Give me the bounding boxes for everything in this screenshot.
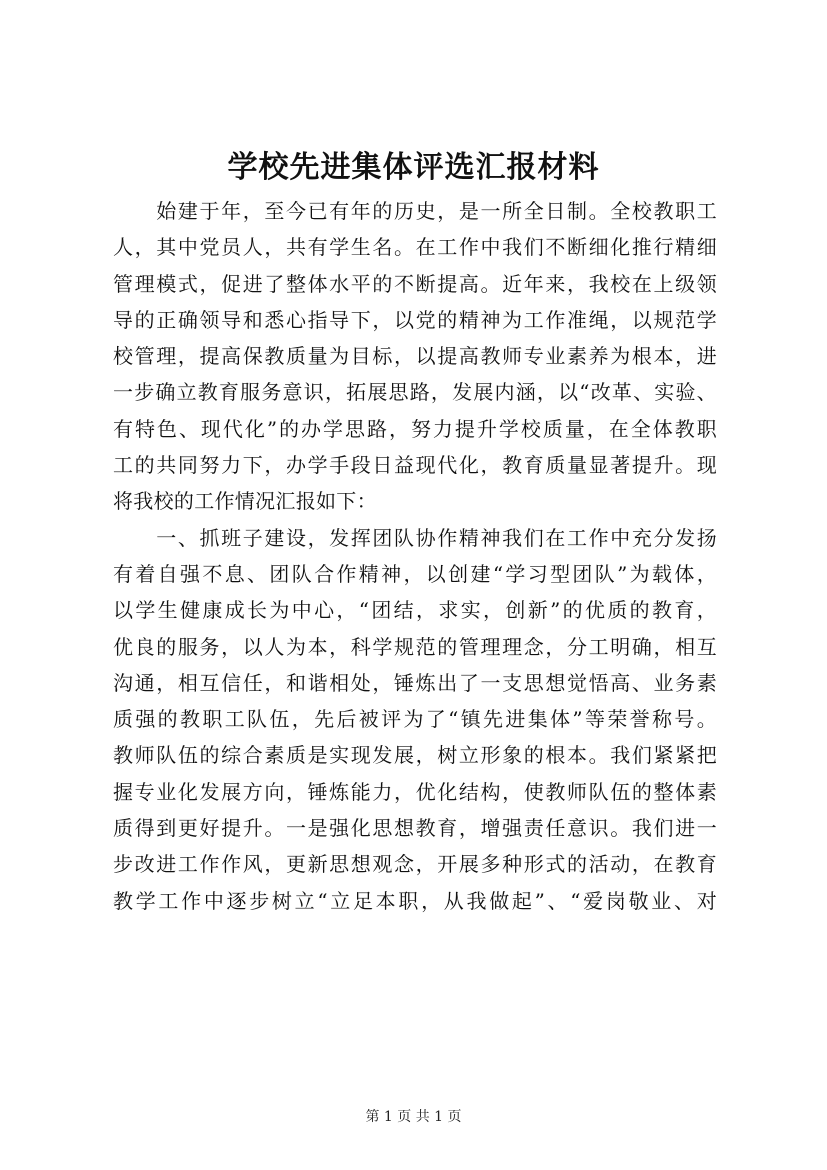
body-line: 校管理，提高保教质量为目标，以提高教师专业素养为根本，进 — [113, 344, 717, 369]
body-line: 握专业化发展方向，锤炼能力，优化结构，使教师队伍的整体素 — [113, 779, 717, 804]
body-line: 一、抓班子建设，发挥团队协作精神我们在工作中充分发扬 — [113, 525, 717, 550]
page-footer: 第 1 页 共 1 页 — [365, 1109, 462, 1125]
body-line: 始建于年，至今已有年的历史，是一所全日制。全校教职工 — [113, 199, 717, 223]
body-line: 将我校的工作情况汇报如下： — [113, 489, 377, 514]
body-line: 优良的服务，以人为本，科学规范的管理理念，分工明确，相互 — [113, 634, 717, 659]
body-line: 一步确立教育服务意识，拓展思路，发展内涵，以“改革、实验、 — [113, 380, 717, 405]
body-line: 工的共同努力下，办学手段日益现代化，教育质量显著提升。现 — [113, 453, 717, 478]
body-line: 以学生健康成长为中心，“团结，求实，创新”的优质的教育， — [113, 598, 717, 623]
body-line: 人，其中党员人，共有学生名。在工作中我们不断细化推行精细 — [113, 235, 717, 260]
body-line: 质强的教职工队伍，先后被评为了“镇先进集体”等荣誉称号。 — [113, 707, 717, 732]
body-line: 质得到更好提升。一是强化思想教育，增强责任意识。我们进一 — [113, 816, 717, 841]
body-line: 有着自强不息、团队合作精神，以创建“学习型团队”为载体， — [113, 561, 717, 586]
body-line: 步改进工作作风，更新思想观念，开展多种形式的活动，在教育 — [113, 852, 717, 877]
document-body — [113, 193, 717, 919]
body-line: 管理模式，促进了整体水平的不断提高。近年来，我校在上级领 — [113, 271, 717, 296]
document-title: 学校先进集体评选汇报材料 — [227, 150, 600, 185]
body-line: 教学工作中逐步树立“立足本职，从我做起”、“爱岗敬业、对 — [113, 888, 717, 913]
body-line: 导的正确领导和悉心指导下，以党的精神为工作准绳，以规范学 — [113, 307, 717, 332]
body-line: 有特色、现代化”的办学思路，努力提升学校质量，在全体教职 — [113, 416, 717, 441]
body-line: 沟通，相互信任，和谐相处，锤炼出了一支思想觉悟高、业务素 — [113, 670, 717, 695]
body-line: 教师队伍的综合素质是实现发展，树立形象的根本。我们紧紧把 — [113, 743, 717, 768]
